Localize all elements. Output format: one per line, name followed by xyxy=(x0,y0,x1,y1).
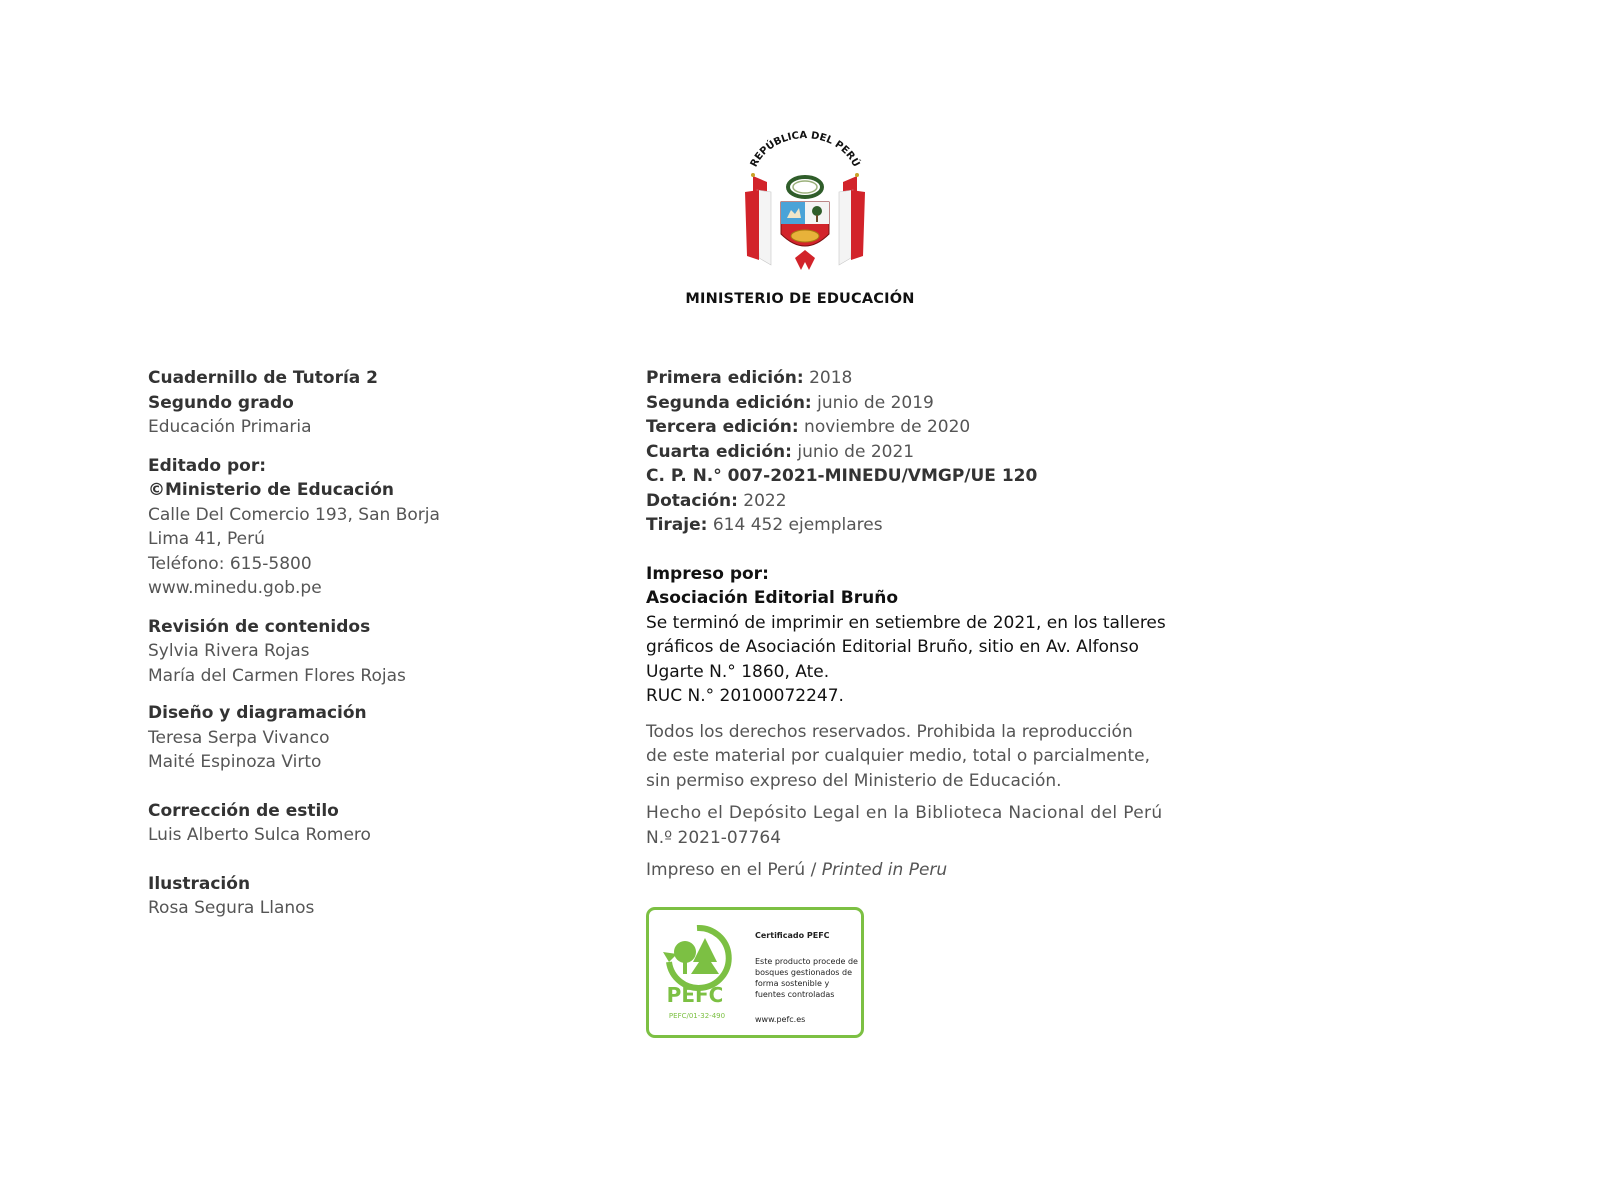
ministry-name: MINISTERIO DE EDUCACIÓN xyxy=(685,291,915,307)
printed-in: Impreso en el Perú / Printed in Peru xyxy=(646,860,948,880)
deposit-line: Hecho el Depósito Legal en la Biblioteca Nacional del Perú xyxy=(646,803,1163,823)
grade: Segundo grado xyxy=(148,392,294,413)
book-title: Cuadernillo de Tutoría 2 xyxy=(148,368,378,388)
design-credits xyxy=(148,701,588,775)
style-label: Corrección de estilo xyxy=(148,800,339,821)
emblem-arc-text: REPÚBLICA DEL PERÚ xyxy=(748,130,862,170)
cp-number: C. P. N.° 007-2021-MINEDU/VMGP/UE 120 xyxy=(646,466,1038,486)
credit-name: Teresa Serpa Vivanco xyxy=(148,727,330,748)
pefc-body: Este producto procede de bosques gestionados de forma sostenible y fuentes controladas xyxy=(755,957,858,999)
pefc-text xyxy=(755,930,860,1025)
print-line: Se terminó de imprimir en setiembre de 2021, en los talleres xyxy=(646,612,1166,633)
credit-name: Sylvia Rivera Rojas xyxy=(148,641,310,661)
peru-coat-of-arms xyxy=(737,130,873,290)
publisher: ©Ministerio de Educación xyxy=(148,480,394,500)
printed-by-label: Impreso por: xyxy=(646,563,769,584)
pefc-title: Certificado PEFC xyxy=(755,931,830,940)
edition-list xyxy=(646,366,1166,538)
address-line-2: Lima 41, Perú xyxy=(148,529,265,549)
rights-line: de este material por cualquier medio, total o parcialmente, xyxy=(646,746,1151,766)
pefc-tree-logo-icon xyxy=(659,922,739,1022)
tiraje: Tiraje: 614 452 ejemplares xyxy=(646,515,883,535)
rights-notice xyxy=(646,720,1166,794)
peru-coat-of-arms-icon xyxy=(737,130,873,290)
rights-line: Todos los derechos reservados. Prohibida la reproducción xyxy=(646,721,1133,742)
svg-text:PEFC/01-32-490: PEFC/01-32-490 xyxy=(668,1012,726,1020)
edition-column xyxy=(646,366,1166,883)
website: www.minedu.gob.pe xyxy=(148,578,322,598)
editor-info xyxy=(148,454,588,601)
style-credits xyxy=(148,799,588,848)
svg-text:PEFC: PEFC xyxy=(666,983,724,1007)
edition-item: Tercera edición: noviembre de 2020 xyxy=(646,417,971,437)
printed-in-english: Printed in Peru xyxy=(821,860,948,880)
pefc-website: www.pefc.es xyxy=(755,1015,806,1024)
design-label: Diseño y diagramación xyxy=(148,703,367,723)
pefc-logo xyxy=(659,922,739,1022)
edition-item: Cuarta edición: junio de 2021 xyxy=(646,441,915,462)
phone: Teléfono: 615-5800 xyxy=(148,553,312,574)
level: Educación Primaria xyxy=(148,417,312,437)
credits-column xyxy=(148,366,588,921)
review-credits xyxy=(148,615,588,689)
legal-deposit xyxy=(646,801,1166,850)
address-line-1: Calle Del Comercio 193, San Borja xyxy=(148,504,440,525)
credit-name: Maité Espinoza Virto xyxy=(148,752,322,772)
book-info xyxy=(148,366,588,440)
rights-line: sin permiso expreso del Ministerio de Educación. xyxy=(646,770,1062,791)
dotacion: Dotación: 2022 xyxy=(646,490,787,511)
print-line: gráficos de Asociación Editorial Bruño, sitio en Av. Alfonso xyxy=(646,637,1139,657)
credit-name: Luis Alberto Sulca Romero xyxy=(148,825,371,845)
printer-info xyxy=(646,562,1166,709)
pefc-certificate xyxy=(646,907,864,1038)
print-line: RUC N.° 20100072247. xyxy=(646,686,844,706)
edited-by-label: Editado por: xyxy=(148,455,267,476)
edition-item: Segunda edición: junio de 2019 xyxy=(646,392,934,413)
illustration-credits xyxy=(148,872,588,921)
review-label: Revisión de contenidos xyxy=(148,616,371,637)
deposit-number: N.º 2021-07764 xyxy=(646,827,782,848)
edition-item: Primera edición: 2018 xyxy=(646,368,853,388)
illustration-label: Ilustración xyxy=(148,873,251,894)
credit-name: María del Carmen Flores Rojas xyxy=(148,665,406,686)
credit-name: Rosa Segura Llanos xyxy=(148,898,315,918)
printer-name: Asociación Editorial Bruño xyxy=(646,588,899,608)
print-line: Ugarte N.° 1860, Ate. xyxy=(646,661,830,682)
